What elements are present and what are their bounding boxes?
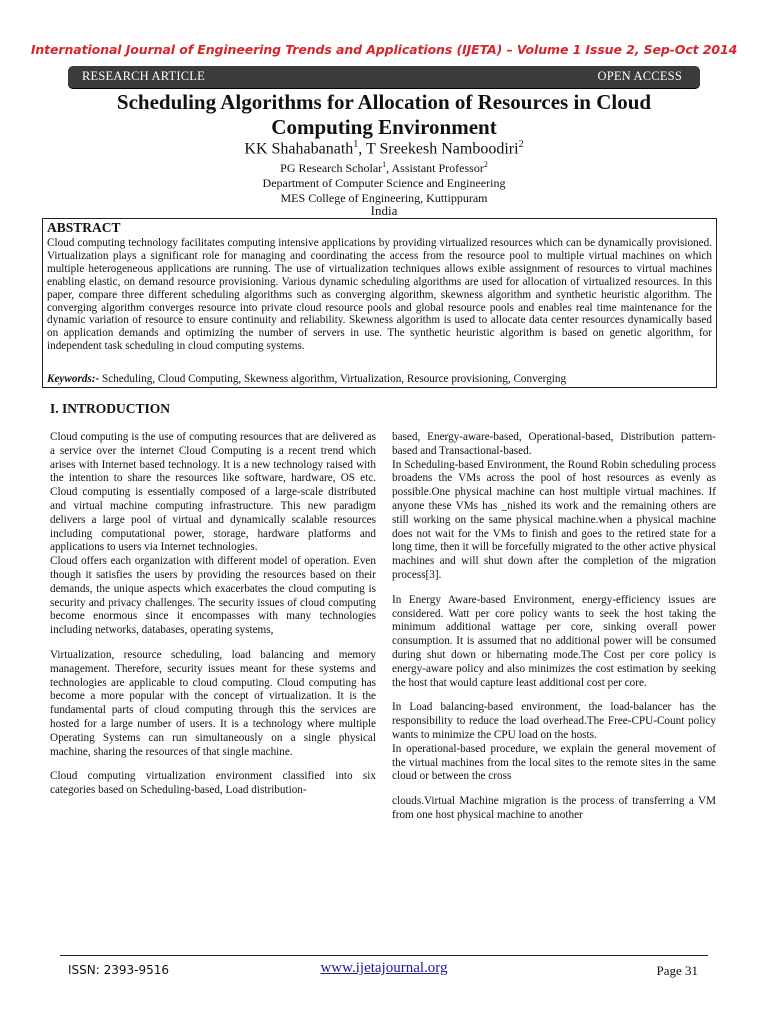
left-column [50, 431, 376, 798]
college: MES College of Engineering, Kuttippuram [280, 191, 488, 205]
authors [0, 139, 768, 158]
role-1-sup: 1 [382, 160, 387, 169]
paragraph: based, Energy-aware-based, Operational-based, Distribution pattern-based and Transactional-based. [392, 431, 716, 457]
title-line-2: Computing Environment [271, 115, 497, 139]
paragraph: In Energy Aware-based Environment, energy-efficiency issues are considered. Watt per core policy wants to seek the host taking the minimum additional wattage per core, sinking overall power consumption. It is assumed that no additional power will be consumed during shut down or hibernating mode.The Cost per core policy is energy-aware policy and also minimizes the cost estimation by seeking the host that would capture least additional cost per core. [392, 593, 716, 689]
abstract-box [42, 218, 717, 388]
paragraph: Cloud offers each organization with different model of operation. Even though it satisfies the users by providing the resources based on their demands, the unique aspects which exacerbates the cloud computing is security and privacy challenges. The security issues of cloud computing become enormous since it encompasses with many technologies including networks, databases, operating systems, [50, 555, 376, 637]
paper-title [40, 90, 728, 140]
role-2: , Assistant Professor [386, 161, 484, 175]
paragraph: clouds.Virtual Machine migration is the process of transferring a VM from one host physical machine to another [392, 795, 716, 821]
role-2-sup: 2 [483, 160, 488, 169]
author-1-sup: 1 [353, 139, 359, 150]
keywords [47, 373, 566, 386]
author-1: KK Shahabanath [244, 140, 354, 158]
role-1: PG Research Scholar [280, 161, 383, 175]
journal-link[interactable]: www.ijetajournal.org [320, 960, 448, 976]
author-2-sup: 2 [518, 139, 524, 150]
author-2: , T Sreekesh Namboodiri [358, 140, 519, 158]
paragraph: Cloud computing is the use of computing resources that are delivered as a service over the internet Cloud Computing is a recent trend which arises with Internet based technology. It is a new technology raised with the intention to share the resources like software, hardware, OS etc. Cloud computing is essentially composed of a large-scale distributed and virtual machine computing infrastructure. This new paradigm delivers a large pool of virtual and dynamically scalable resources including computational power, storage, hardware platforms and applications to users via Internet technologies. [50, 431, 376, 554]
section-heading: I. INTRODUCTION [50, 401, 171, 416]
paragraph: In Scheduling-based Environment, the Round Robin scheduling process broadens the VMs across the pool of host resources as evenly as possible.One physical machine can host multiple virtual machines. If anyone these VMs has _nished its work and the remaining others are still working on the same physical machine.when a physical machine does not wait for the VMs to finish and goes to the retired state for a long time, then it will be forcefully migrated to the other active physical machines and will shut down after the completion of the migration process[3]. [392, 458, 716, 581]
paragraph: In operational-based procedure, we explain the general movement of the virtual machines from the local sites to the remote sites in the same cloud or between the cross [392, 742, 716, 783]
article-type: RESEARCH ARTICLE [82, 69, 205, 83]
abstract-body: Cloud computing technology facilitates computing intensive applications by providing virtualized resources which can be dynamically provisioned. Virtualization plays a significant role for managing and coordinating the access from the resource pool to multiple virtual machines on which multiple heterogeneous applications are running. The use of virtualization techniques allows exible assignment of resources to virtual machines enabling elastic, on demand resource provisioning. Various dynamic scheduling algorithms are used for allocation of virtualized resources. In this paper, compare three different scheduling algorithms such as converging algorithm, skewness algorithm and synthetic heuristic algorithm. The converging algorithm converges resource into private cloud resource pools and global resource pools and enables real time maintenance for the dynamic variation of resource to ensure continuity and reliability. Skewness algorithm is used to allocate data center resources dynamically based on application demands and optimizing the number of servers in use. The synthetic heuristic algorithm is based on genetic algorithm, for independent task scheduling in cloud computing systems. [47, 237, 712, 353]
keywords-label: Keywords:- [47, 373, 100, 385]
affiliations [0, 157, 768, 206]
access-label: OPEN ACCESS [597, 69, 682, 83]
journal-header: International Journal of Engineering Trends and Applications (IJETA) – Volume 1 Issue 2, Sep-Oct 2014 [30, 42, 738, 57]
issn: ISSN: 2393-9516 [68, 963, 170, 977]
abstract-heading: ABSTRACT [47, 220, 121, 235]
article-banner [68, 66, 700, 88]
title-line-1: Scheduling Algorithms for Allocation of Resources in Cloud [116, 90, 652, 114]
keywords-text: Scheduling, Cloud Computing, Skewness algorithm, Virtualization, Resource provisioning, Converging [99, 373, 567, 385]
footer-rule [60, 955, 708, 956]
roles [0, 157, 768, 176]
country: India [370, 203, 398, 218]
paragraph: In Load balancing-based environment, the load-balancer has the responsibility to reduce the load overhead.The Free-CPU-Count policy wants to minimize the CPU load on the hosts. [392, 701, 716, 741]
paragraph: Virtualization, resource scheduling, load balancing and memory management. Therefore, security issues meant for these systems and technologies are applicable to cloud computing. Cloud computing has become a more popular with the concept of virtualization. It is the fundamental parts of cloud computing through this the services are hosted for a large number of users. It is a technology where multiple Operating Systems can run simultaneously on a single physical machine, sharing the resources of that single machine. [50, 648, 376, 758]
page-number: Page 31 [656, 963, 698, 978]
right-column [392, 431, 716, 823]
paragraph: Cloud computing virtualization environment classified into six categories based on Scheduling-based, Load distribution- [50, 770, 376, 797]
department: Department of Computer Science and Engineering [262, 176, 506, 190]
